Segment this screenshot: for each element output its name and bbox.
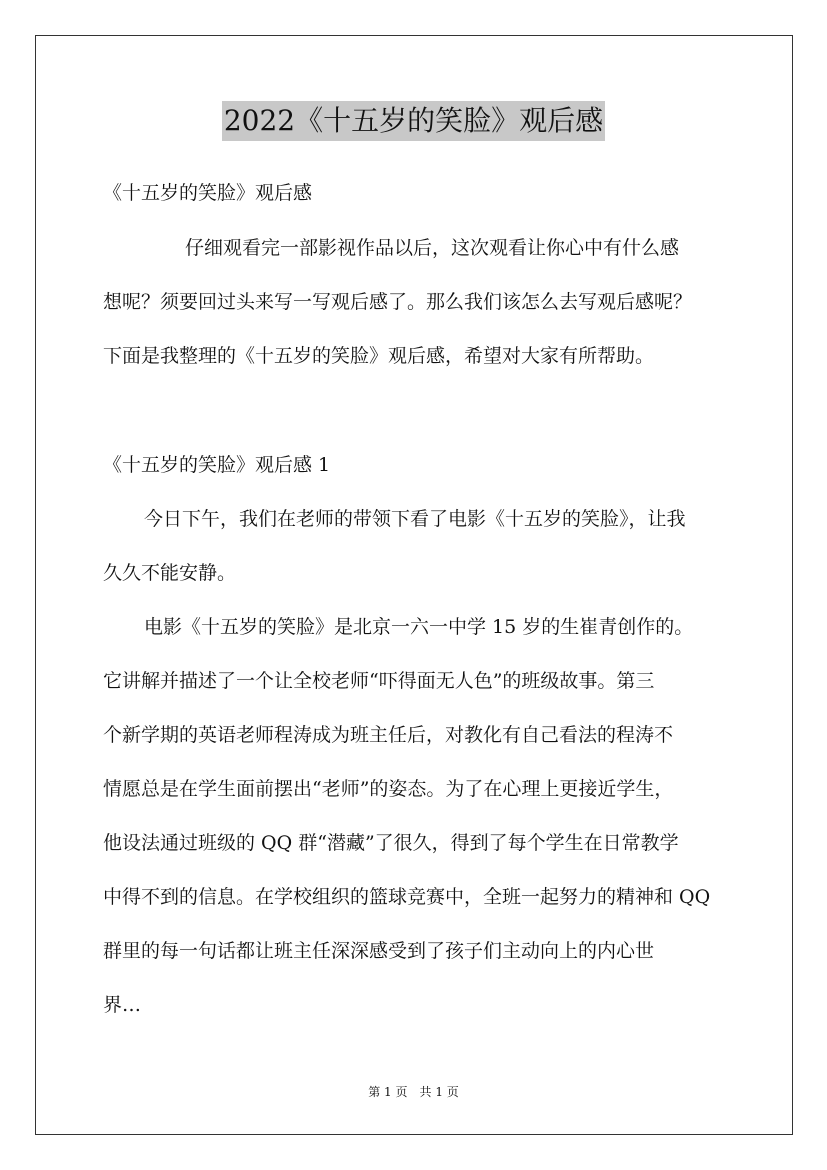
para2-line-4: 情愿总是在学生面前摆出“老师”的姿态。为了在心理上更接近学生，	[103, 778, 674, 800]
section-heading: 《十五岁的笑脸》观后感 1	[103, 454, 331, 476]
para2-line-2: 它讲解并描述了一个让全校老师“吓得面无人色”的班级故事。第三	[103, 670, 655, 692]
subtitle: 《十五岁的笑脸》观后感	[103, 182, 313, 204]
page-number: 第 1 页 共 1 页	[368, 1085, 459, 1099]
para2-line-7: 群里的每一句话都让班主任深深感受到了孩子们主动向上的内心世	[103, 940, 655, 962]
title-container	[0, 101, 827, 141]
para1-line-1: 今日下午，我们在老师的带领下看了电影《十五岁的笑脸》，让我	[144, 508, 686, 530]
para2-line-3: 个新学期的英语老师程涛成为班主任后，对教化有自己看法的程涛不	[103, 724, 674, 746]
para2-line-6: 中得不到的信息。在学校组织的篮球竞赛中，全班一起努力的精神和 QQ	[103, 886, 711, 908]
intro-line-1: 仔细观看完一部影视作品以后，这次观看让你心中有什么感	[185, 237, 680, 259]
para2-line-5: 他设法通过班级的 QQ 群“潜藏”了很久，得到了每个学生在日常教学	[103, 832, 679, 854]
para1-line-2: 久久不能安静。	[103, 562, 237, 584]
intro-line-3: 下面是我整理的《十五岁的笑脸》观后感，希望对大家有所帮助。	[103, 345, 655, 367]
intro-line-2: 想呢？须要回过头来写一写观后感了。那么我们该怎么去写观后感呢？	[103, 291, 693, 313]
document-title: 2022《十五岁的笑脸》观后感	[222, 101, 605, 141]
para2-line-8: 界…	[103, 994, 142, 1016]
para2-line-1: 电影《十五岁的笑脸》是北京一六一中学 15 岁的生崔青创作的。	[144, 616, 694, 638]
